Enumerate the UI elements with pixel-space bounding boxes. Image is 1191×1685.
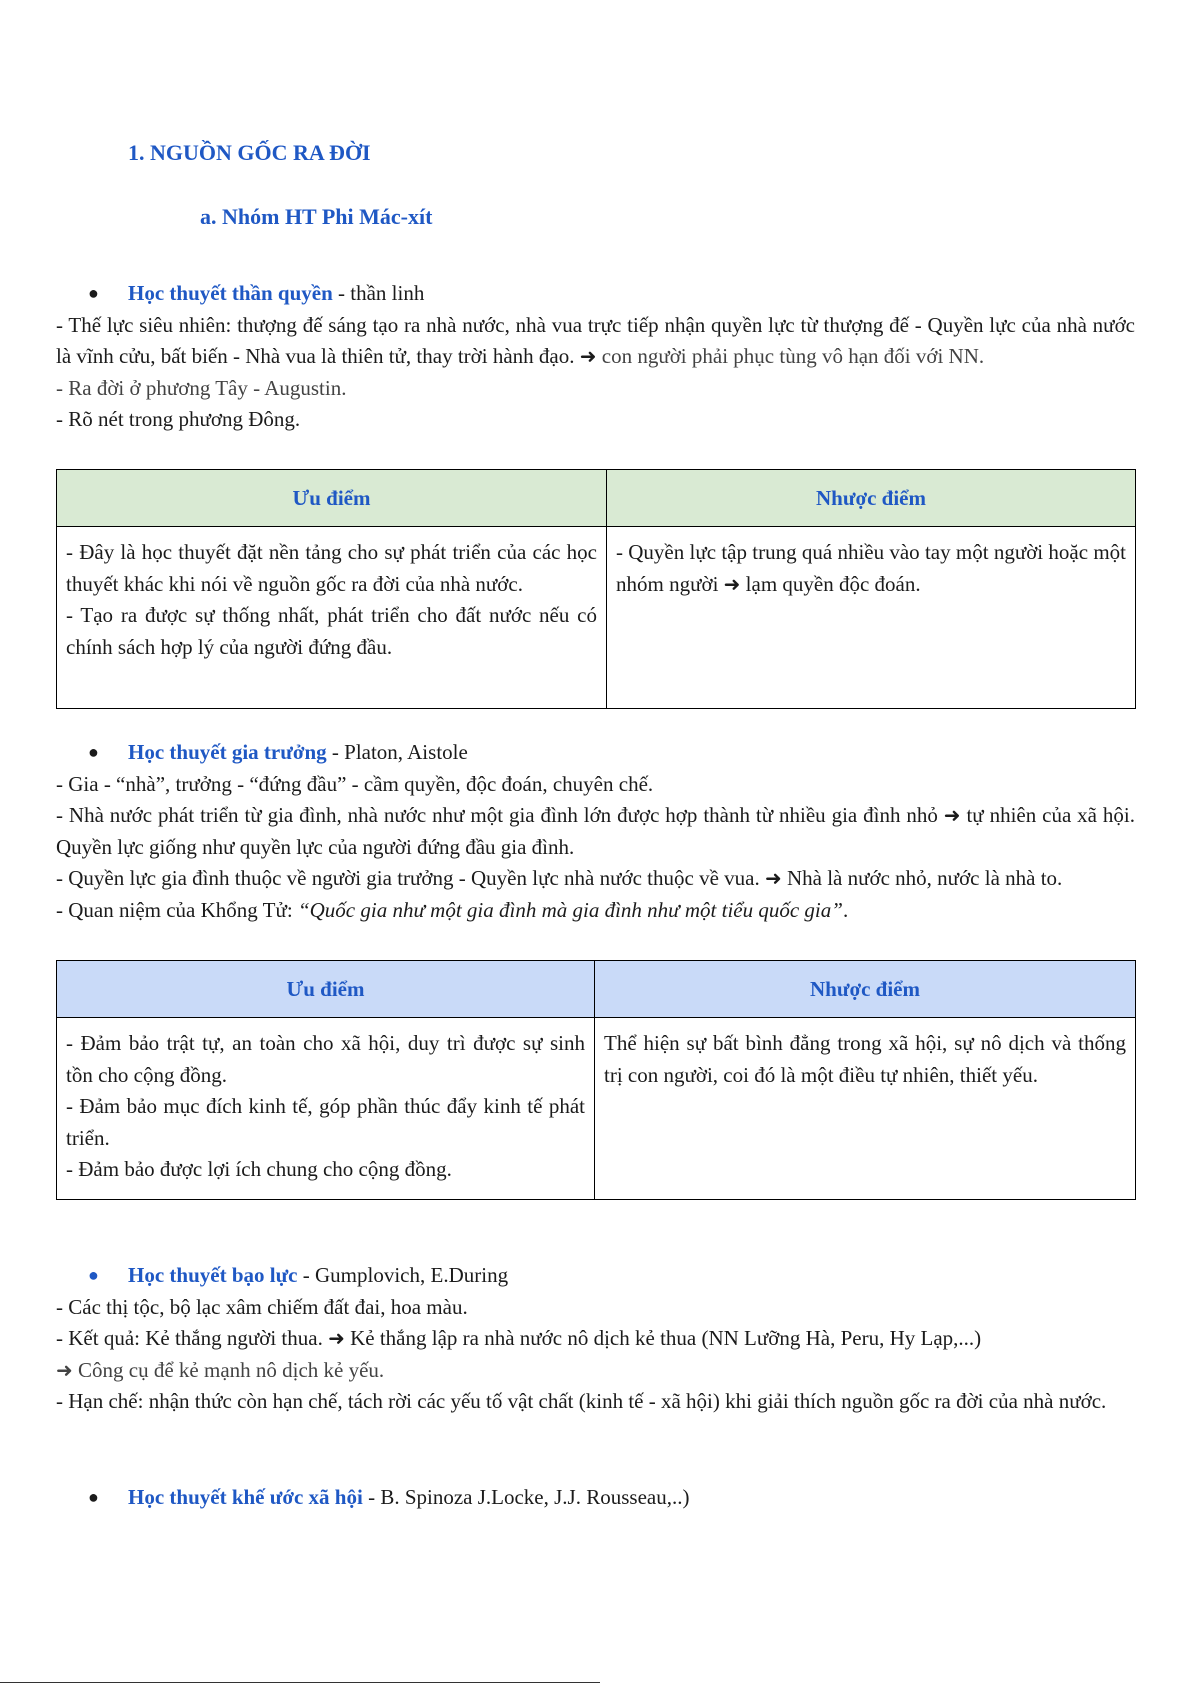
theory-3-para2: - Kết quả: Kẻ thắng người thua. ➜ Kẻ thắng lập ra nhà nước nô dịch kẻ thua (NN Lưỡng Hà, Peru, Hy Lạp,...) [56, 1326, 982, 1350]
theory-4-authors: - B. Spinoza J.Locke, J.J. Rousseau,..) [362, 1485, 690, 1509]
theory-2-table [56, 960, 1136, 1200]
arrow-icon: ➜ [56, 1357, 73, 1382]
theory-3-title: Học thuyết bạo lực [128, 1263, 298, 1287]
theory-3-heading [56, 1260, 1135, 1292]
table-2-pros-cell: - Đảm bảo trật tự, an toàn cho xã hội, duy trì được sự sinh tồn cho cộng đồng. - Đảm bảo mục đích kinh tế, góp phần thúc đẩy kinh tế phát triển. - Đảm bảo được lợi ích chung cho cộng đồng. [57, 1018, 595, 1200]
footer-divider [0, 1682, 600, 1683]
theory-4-heading [56, 1482, 1135, 1514]
table-2-header-pros: Ưu điểm [57, 961, 595, 1018]
theory-2-heading [56, 737, 1135, 769]
confucius-quote: “Quốc gia như một gia đình mà gia đình như một tiểu quốc gia” [297, 897, 843, 922]
theory-1-title: Học thuyết thần quyền [128, 281, 333, 305]
theory-4-block [56, 1482, 1135, 1514]
theory-1-authors: - thần linh [332, 281, 425, 305]
theory-1-table [56, 469, 1136, 709]
arrow-icon: ➜ [328, 1326, 345, 1350]
bullet-icon: ● [88, 283, 99, 303]
bullet-icon: ● [88, 1265, 99, 1285]
bullet-icon: ● [88, 1487, 99, 1507]
table-1-pros-cell: - Đây là học thuyết đặt nền tảng cho sự phát triển của các học thuyết khác khi nói về nguồn gốc ra đời của nhà nước. - Tạo ra được sự thống nhất, phát triển cho đất nước nếu có chính sách hợp lý của người đứng đầu. [57, 527, 607, 709]
theory-4-title: Học thuyết khế ước xã hội [128, 1485, 363, 1509]
theory-1-block [56, 278, 1135, 436]
table-1-cons-cell: - Quyền lực tập trung quá nhiều vào tay một người hoặc một nhóm người ➜ lạm quyền độc đoán. [607, 527, 1136, 709]
table-2-cons-cell: Thể hiện sự bất bình đẳng trong xã hội, sự nô dịch và thống trị con người, coi đó là một điều tự nhiên, thiết yếu. [595, 1018, 1136, 1200]
theory-2-para4: - Quan niệm của Khổng Tử: “Quốc gia như một gia đình mà gia đình như một tiểu quốc gia”. [56, 897, 849, 922]
table-2-header-cons: Nhược điểm [595, 961, 1136, 1018]
arrow-icon: ➜ [579, 344, 597, 368]
section-heading: 1. NGUỒN GỐC RA ĐỜI [128, 140, 371, 165]
theory-3-para3: ➜ Công cụ để kẻ mạnh nô dịch kẻ yếu. [56, 1357, 385, 1382]
table-1-header-pros: Ưu điểm [57, 470, 607, 527]
bullet-icon: ● [88, 742, 99, 762]
theory-1-para1: - Thế lực siêu nhiên: thượng đế sáng tạo ra nhà nước, nhà vua trực tiếp nhận quyền lực từ thượng đế - Quyền lực của nhà nước là vĩnh cửu, bất biến - Nhà vua là thiên tử, thay trời hành đạo. ➜ con người phải phục tùng vô hạn đối với NN. [56, 312, 1135, 368]
subsection-heading: a. Nhóm HT Phi Mác-xít [200, 204, 433, 229]
theory-2-authors: - Platon, Aistole [326, 740, 468, 764]
theory-2-title: Học thuyết gia trưởng [128, 740, 327, 764]
theory-2-block [56, 737, 1135, 926]
theory-1-para2: - Ra đời ở phương Tây - Augustin. [56, 375, 347, 400]
table-1-header-cons: Nhược điểm [607, 470, 1136, 527]
theory-3-block [56, 1260, 1135, 1418]
arrow-icon: ➜ [943, 803, 961, 827]
arrow-icon: ➜ [723, 571, 741, 596]
theory-3-para4: - Hạn chế: nhận thức còn hạn chế, tách rời các yếu tố vật chất (kinh tế - xã hội) khi giải thích nguồn gốc ra đời của nhà nước. [56, 1389, 1107, 1413]
theory-1-para3: - Rõ nét trong phương Đông. [56, 407, 301, 431]
theory-3-para1: - Các thị tộc, bộ lạc xâm chiếm đất đai, hoa màu. [56, 1294, 468, 1319]
theory-2-para1: - Gia - “nhà”, trưởng - “đứng đầu” - cầm quyền, độc đoán, chuyên chế. [56, 771, 654, 796]
theory-1-heading [56, 278, 1135, 310]
theory-2-para3: - Quyền lực gia đình thuộc về người gia trưởng - Quyền lực nhà nước thuộc về vua. ➜ Nhà là nước nhỏ, nước là nhà to. [56, 866, 1063, 890]
theory-3-authors: - Gumplovich, E.During [297, 1263, 509, 1287]
theory-2-para2: - Nhà nước phát triển từ gia đình, nhà nước như một gia đình lớn được hợp thành từ nhiều gia đình nhỏ ➜ tự nhiên của xã hội. Quyền lực giống như quyền lực của người đứng đầu gia đình. [56, 803, 1135, 859]
arrow-icon: ➜ [764, 866, 782, 890]
